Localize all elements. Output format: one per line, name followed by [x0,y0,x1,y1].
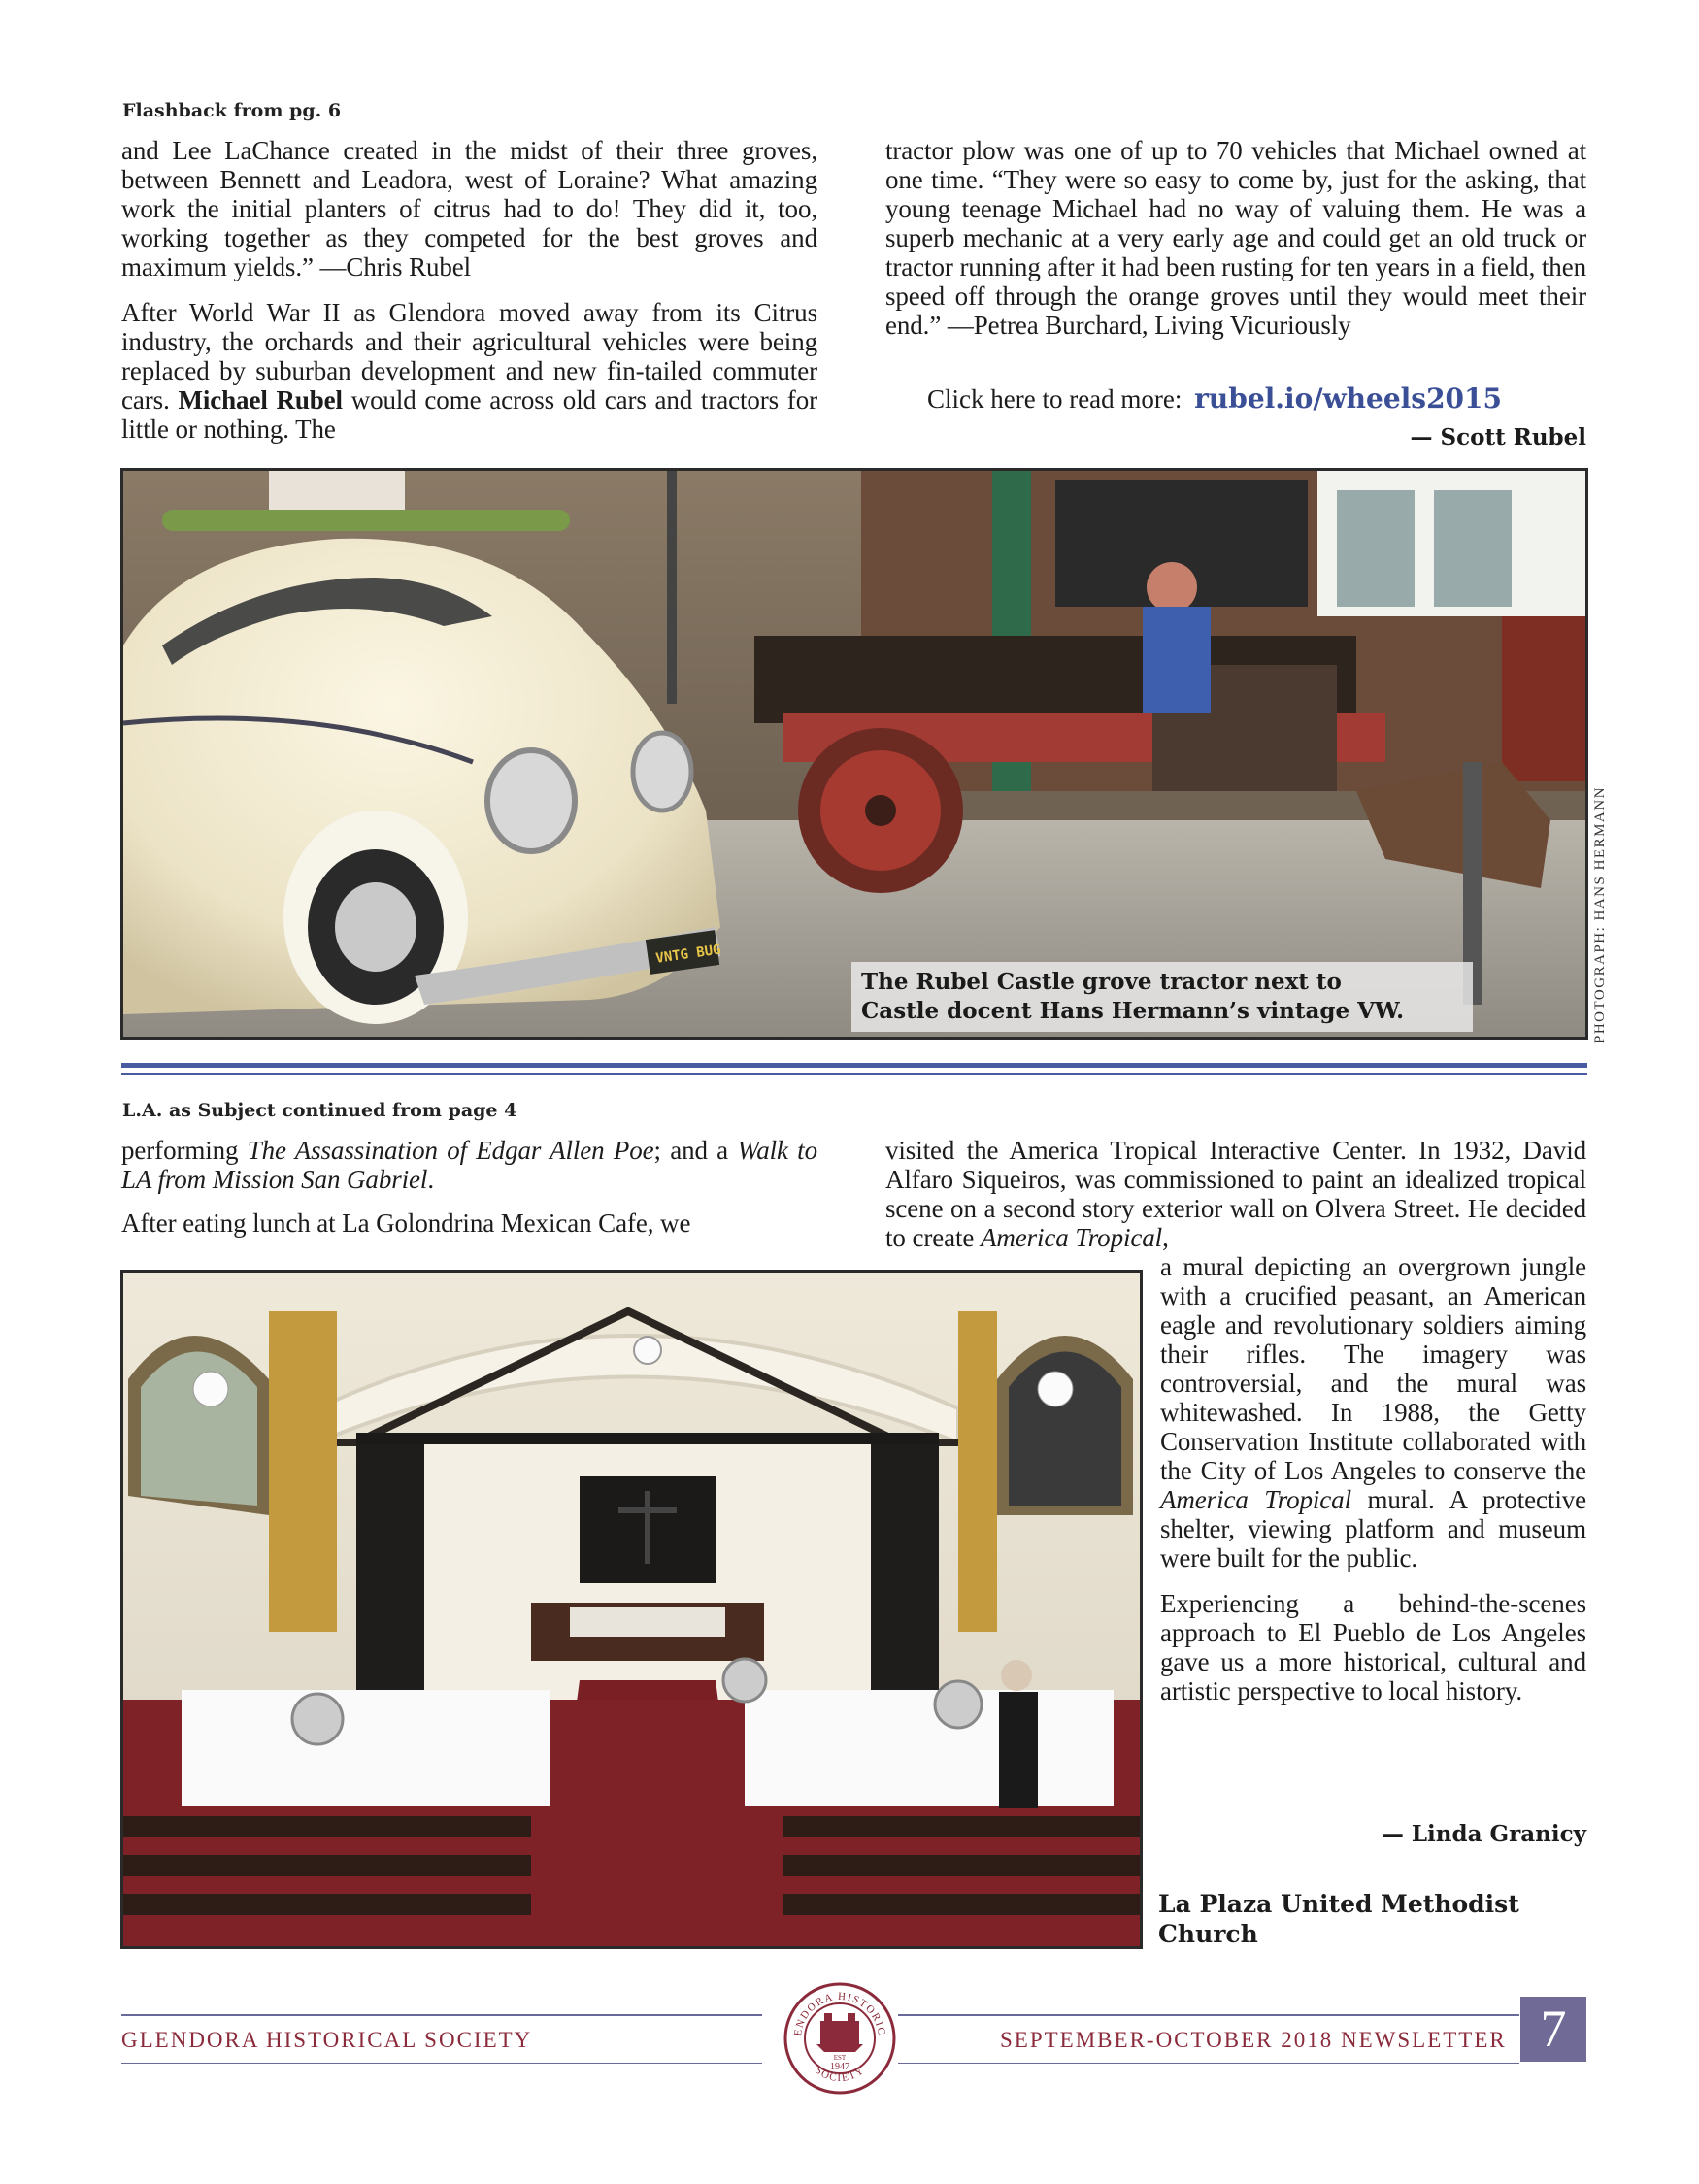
caption-line-1: The Rubel Castle grove tractor next to [861,969,1342,995]
text-run: would come across old cars and tractors for little or nothing. The [121,385,817,444]
text-run: a mural depicting an overgrown jungle with a crucified peasant, an American eagle and revolutionary soldiers aiming their rifles. The imagery was controversial, and the mural was whitewashed. In 1988, the Getty Conservation Institute collaborated with the City of Los Angeles to conserve the [1160,1252,1586,1485]
la-wrap-paragraph-2: Experiencing a behind-the-scenes approach to El Pueblo de Los Angeles gave us a more historical, cultural and artistic perspective to local history. [1160,1589,1586,1705]
church-interior-illustration [123,1273,1140,1946]
section-divider-thick [121,1063,1587,1068]
italic-title: The Assassination of Edgar Allen Poe [247,1136,654,1165]
page-number-badge: 7 [1520,1997,1586,2062]
flashback-kicker: Flashback from pg. 6 [122,100,342,121]
text-run: performing [121,1136,248,1165]
flashback-signature: — Scott Rubel [1410,424,1586,450]
flashback-right-paragraph-1: tractor plow was one of up to 70 vehicles that Michael owned at one time. “They were so easy to come by, just for the asking, that young teenage Michael had no way of valuing them. He was a superb mechanic at a very early age and could get an old truck or tractor running after it had been rusting for ten years in a field, then speed off through the orange groves until they would meet their end.” —Petrea Burchard, Living Vicuriously [885,136,1586,340]
footer-rule-left-bottom [121,2063,762,2064]
text-run: , [1162,1223,1169,1252]
church-photo-caption: La Plaza United Methodist Church [1158,1890,1519,1948]
text-run: mural. A protective shelter, viewing platform and museum were built for the public. [1160,1485,1586,1572]
la-subject-kicker: L.A. as Subject continued from page 4 [122,1100,517,1121]
caption-line-2: Castle docent Hans Hermann’s vintage VW. [861,998,1405,1024]
photo-credit: PHOTOGRAPH: HANS HERMANN [1592,786,1608,1043]
la-right-column-top [885,1136,1586,1252]
footer-issue-date: SEPTEMBER-OCTOBER 2018 NEWSLETTER [1000,2028,1507,2052]
la-right-paragraph-1 [885,1136,1586,1252]
la-signature: — Linda Granicy [1381,1821,1586,1847]
la-left-paragraph-2: After eating lunch at La Golondrina Mexican Cafe, we [121,1208,691,1238]
la-wrap-column [1160,1252,1586,1705]
seal-est-text: EST [833,2054,847,2062]
flashback-left-column [121,136,817,444]
italic-title: America Tropical [980,1223,1163,1252]
read-more-label: Click here to read more: [927,384,1183,414]
bold-name: Michael Rubel [178,385,343,414]
tractor-vw-illustration [123,471,1585,1037]
text-run: After World War II as Glendora moved away from its Citrus industry, the orchards and their agricultural vehicles were being replaced by suburban development and new fin-tailed commuter cars. [121,298,817,414]
footer-society-name: GLENDORA HISTORICAL SOCIETY [121,2028,533,2052]
section-divider-thin [121,1073,1587,1075]
flashback-left-paragraph-1: and Lee LaChance created in the midst of their three groves, between Bennett and Leadora, west of Loraine? What amazing work the initial planters of citrus had to do! They did it, too, working together as they competed for the best groves and maximum yields.” —Chris Rubel [121,136,817,281]
license-plate-text: VNTG BUG [654,942,722,967]
read-more-line [927,382,1502,414]
la-left-column [121,1136,817,1238]
flashback-right-column [885,136,1586,340]
society-seal-icon [782,1980,898,2097]
read-more-link[interactable]: rubel.io/wheels2015 [1194,382,1503,414]
text-run: . [427,1165,434,1194]
church-interior-photo [120,1270,1143,1949]
seal-bottom-text: SOCIETY [813,2064,867,2085]
la-left-paragraph-1 [121,1136,817,1194]
tractor-vw-photo [120,468,1588,1040]
footer-rule-left-top [121,2014,762,2016]
text-run: ; and a [653,1136,738,1165]
italic-title: Walk to LA from Mission San Gabriel [121,1136,817,1194]
tractor-photo-caption [851,962,1473,1032]
la-wrap-paragraph-1 [1160,1252,1586,1572]
seal-year-text: 1947 [830,2062,850,2072]
footer-rule-right-bottom [898,2063,1519,2064]
footer-rule-right-top [898,2014,1519,2016]
seal-top-text: ENDORA HISTORIC [791,1990,888,2037]
italic-title: America Tropical [1160,1485,1351,1514]
text-run: visited the America Tropical Interactive Center. In 1932, David Alfaro Siqueiros, was commissioned to paint an idealized tropical scene on a second story exterior wall on Olvera Street. He decided to create [885,1136,1586,1252]
flashback-left-paragraph-2 [121,298,817,444]
